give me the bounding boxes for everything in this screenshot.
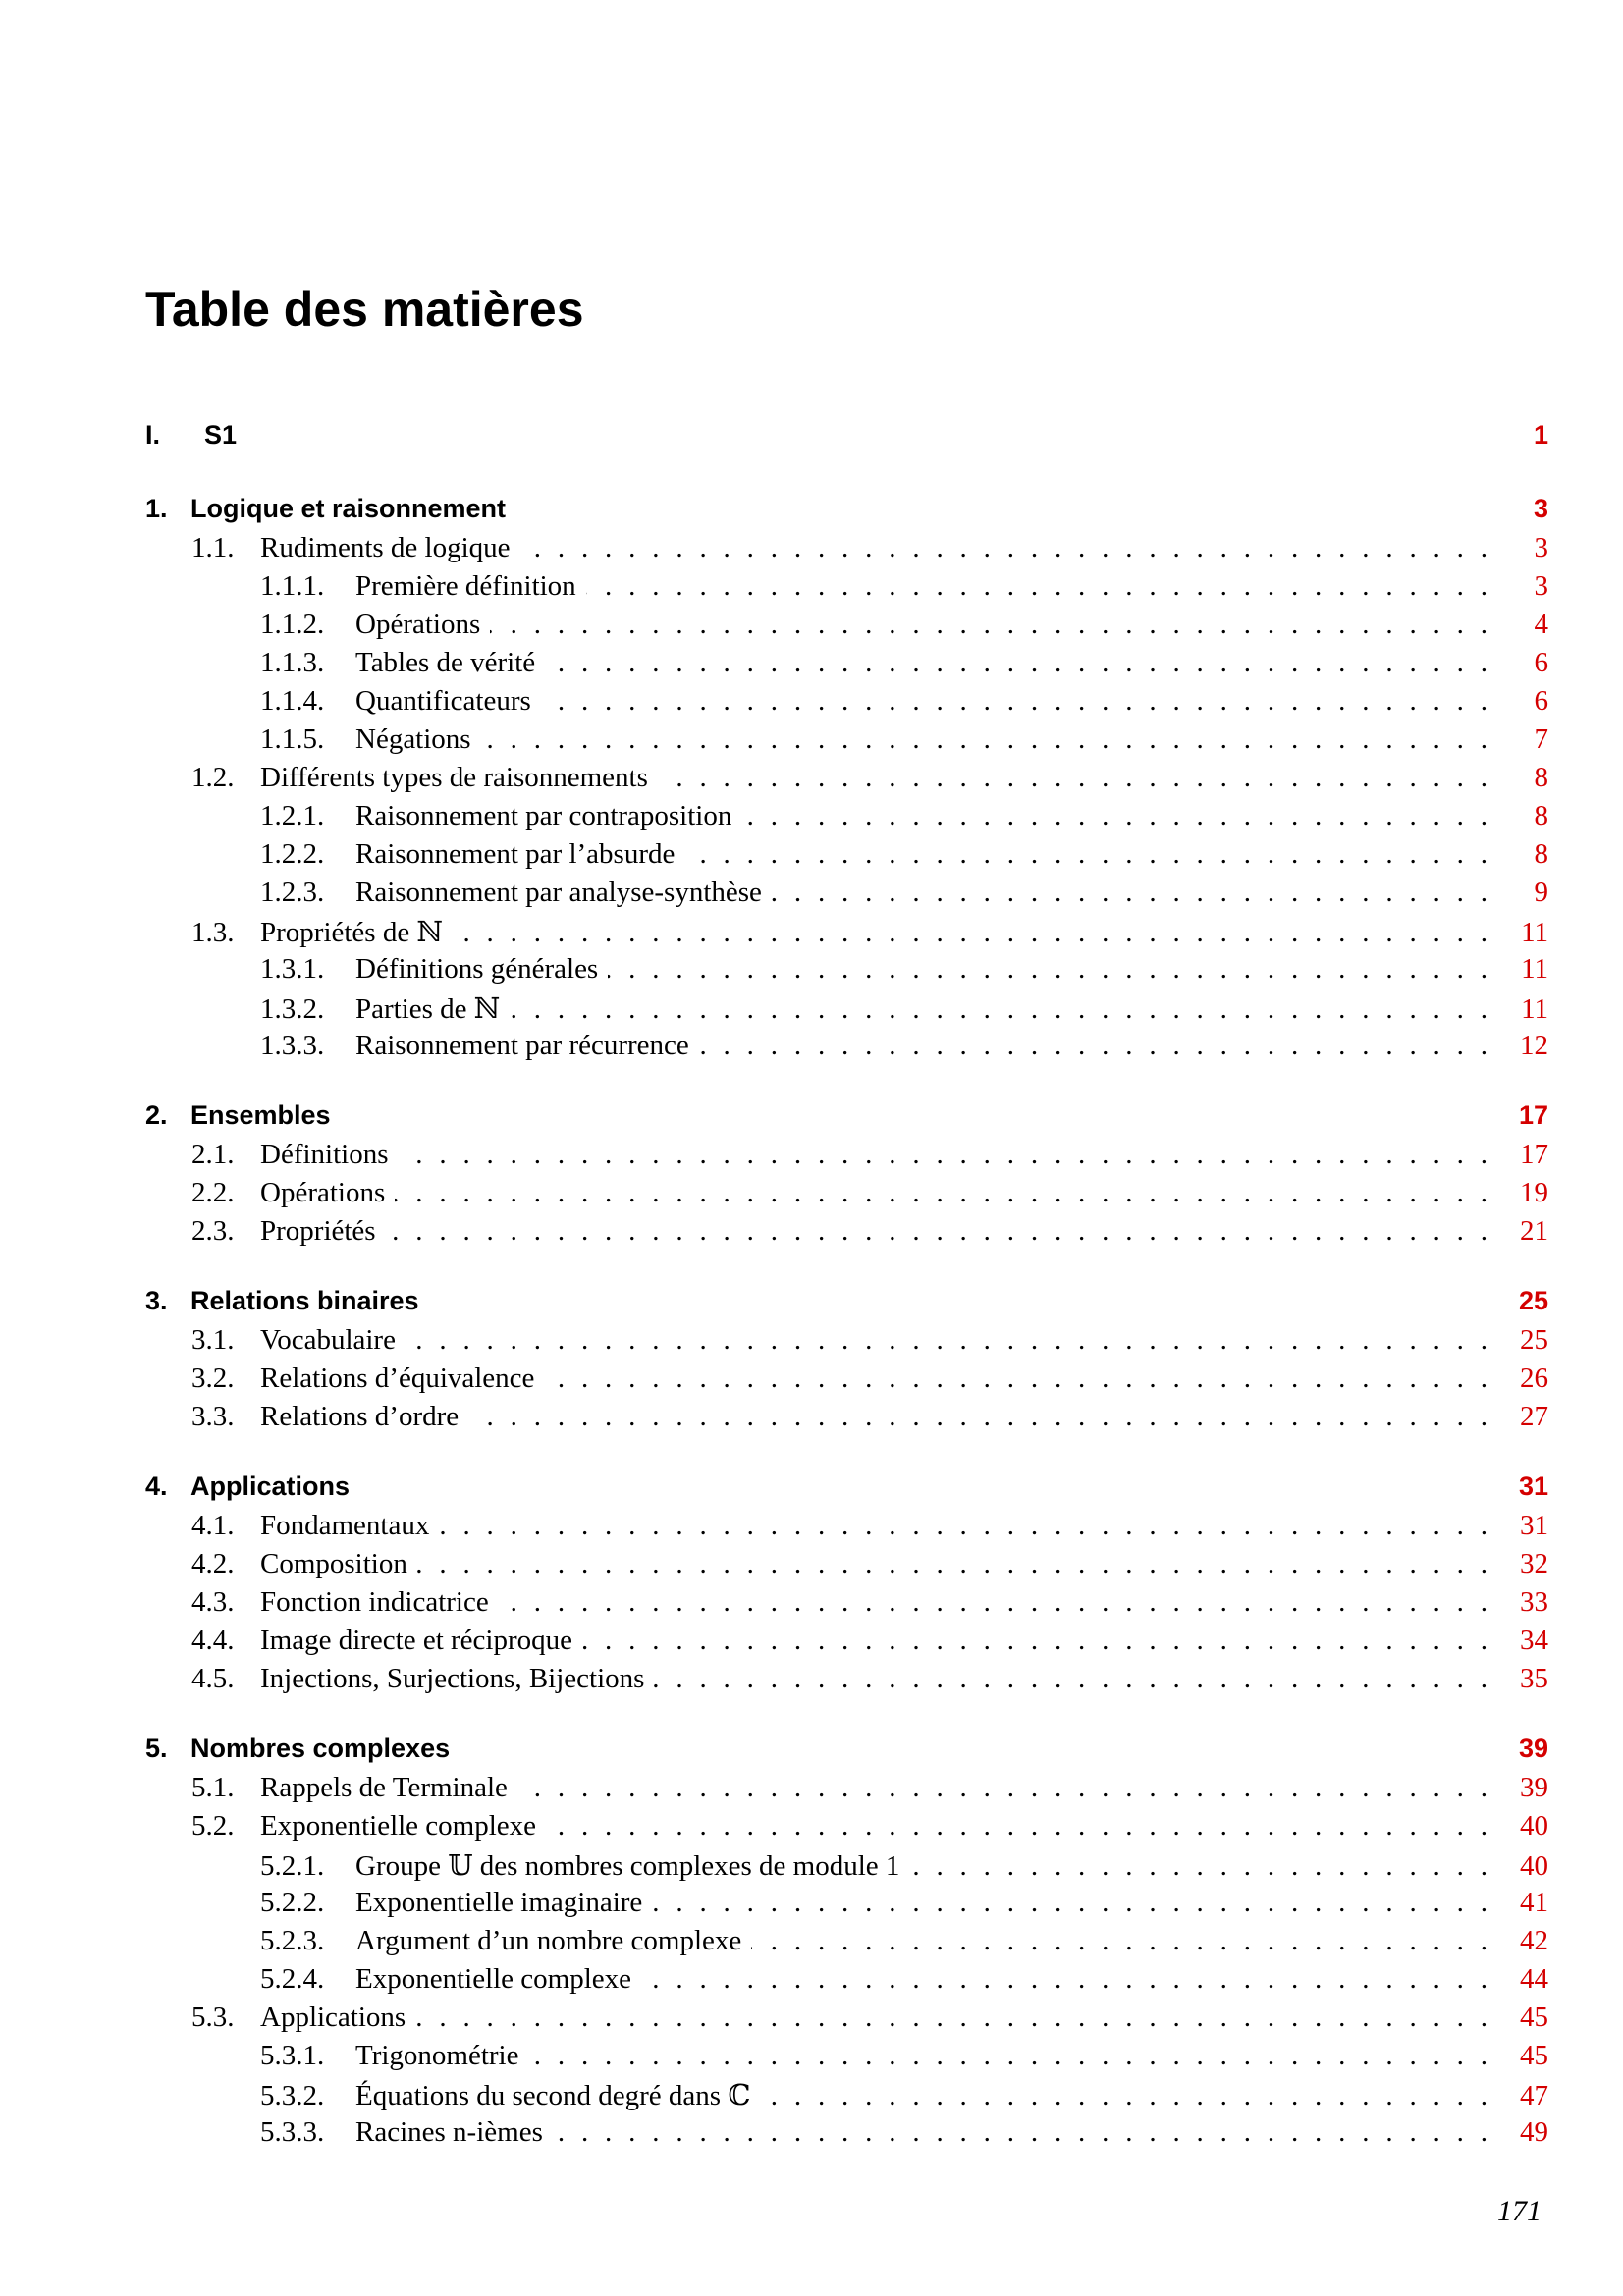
toc-entry-number: 2.2. <box>191 1177 235 1208</box>
toc-entry-label: Opérations <box>260 1177 386 1208</box>
toc-entry-number: 1.3.3. <box>260 1030 325 1061</box>
toc-page-link[interactable]: 6 <box>1534 685 1548 717</box>
toc-entry-number: 4. <box>145 1471 168 1501</box>
toc-page-link[interactable]: 12 <box>1520 1030 1548 1061</box>
toc-page-link[interactable]: 11 <box>1521 917 1548 948</box>
dot-leader <box>406 1324 1509 1357</box>
toc-page-link[interactable]: 41 <box>1520 1887 1548 1918</box>
toc-entry-label: Groupe 𝕌 des nombres complexes de module 1 <box>355 1850 900 1882</box>
toc-entry-label: Vocabulaire <box>260 1324 396 1356</box>
toc-entry-number: 3.3. <box>191 1401 235 1432</box>
toc-page-link[interactable]: 8 <box>1534 762 1548 793</box>
toc-page-link[interactable]: 39 <box>1518 1734 1548 1763</box>
toc-entry-subsection[interactable] <box>260 877 1548 909</box>
toc-entry-number: 5.2.2. <box>260 1887 325 1918</box>
toc-entry-label: Tables de vérité <box>355 647 536 678</box>
toc-page-link[interactable]: 19 <box>1520 1177 1548 1208</box>
toc-entry-number: 1.3.2. <box>260 993 325 1025</box>
toc-page-link[interactable]: 3 <box>1533 494 1548 523</box>
toc-entry-label: S1 <box>204 420 238 450</box>
toc-entry-label: Exponentielle complexe <box>355 1963 632 1995</box>
toc-page-link[interactable]: 34 <box>1520 1625 1548 1656</box>
toc-entry-subsection[interactable] <box>260 2040 1548 2072</box>
toc-entry-number: 5.3. <box>191 2002 235 2033</box>
toc-page-link[interactable]: 6 <box>1534 647 1548 678</box>
toc-entry-number: 5.2.1. <box>260 1850 325 1882</box>
dot-leader <box>608 953 1509 986</box>
toc-entry-number: 1.2.2. <box>260 838 325 870</box>
dot-leader <box>386 1215 1509 1248</box>
dot-leader <box>439 1510 1509 1542</box>
toc-entry-label: Raisonnement par l’absurde <box>355 838 676 870</box>
toc-entry-label: Parties de ℕ <box>355 993 501 1025</box>
toc-entry-section[interactable] <box>191 1625 1548 1657</box>
toc-entry-subsection[interactable] <box>260 1848 1548 1883</box>
toc-page-link[interactable]: 32 <box>1520 1548 1548 1579</box>
toc-page-link[interactable]: 21 <box>1520 1215 1548 1247</box>
toc-entry-subsection[interactable] <box>260 2078 1548 2112</box>
toc-entry-label: Négations <box>355 723 471 755</box>
toc-page-link[interactable]: 31 <box>1520 1510 1548 1541</box>
toc-entry-label: Opérations <box>355 609 481 640</box>
toc-page-link[interactable]: 40 <box>1520 1850 1548 1882</box>
toc-page-link[interactable]: 27 <box>1520 1401 1548 1432</box>
dot-leader <box>453 917 1509 949</box>
toc-entry-label: Propriétés <box>260 1215 376 1247</box>
toc-entry-label: Racines n-ièmes <box>355 2116 543 2148</box>
page-title: Table des matières <box>145 282 584 337</box>
toc-page-link[interactable]: 17 <box>1518 1100 1548 1130</box>
toc-entry-section[interactable] <box>191 1215 1548 1248</box>
toc-entry-subsection[interactable] <box>260 2116 1548 2149</box>
toc-entry-number: 3. <box>145 1286 168 1315</box>
toc-entry-number: 2.1. <box>191 1139 235 1170</box>
dot-leader <box>510 993 1509 1026</box>
toc-entry-number: I. <box>145 420 161 450</box>
toc-entry-subsection[interactable] <box>260 800 1548 832</box>
toc-entry-subsection[interactable] <box>260 1963 1548 1996</box>
toc-entry-section[interactable] <box>191 1324 1548 1357</box>
toc-page-link[interactable]: 25 <box>1518 1286 1548 1315</box>
dot-leader <box>553 2116 1509 2149</box>
dot-leader <box>772 877 1509 909</box>
toc-entry-number: 1.2.1. <box>260 800 325 831</box>
toc-entry-subsection[interactable] <box>260 953 1548 986</box>
toc-page-link[interactable]: 47 <box>1520 2080 1548 2111</box>
toc-entry-section[interactable] <box>191 1663 1548 1695</box>
toc-entry-label: Logique et raisonnement <box>190 494 507 523</box>
dot-leader <box>528 2040 1509 2072</box>
toc-page-link[interactable]: 44 <box>1520 1963 1548 1995</box>
toc-entry-section[interactable] <box>191 762 1548 794</box>
toc-entry-subsection[interactable] <box>260 609 1548 641</box>
toc-entry-subsection[interactable] <box>260 838 1548 871</box>
toc-entry-number: 1.1.5. <box>260 723 325 755</box>
toc-page-link[interactable]: 8 <box>1534 800 1548 831</box>
toc-entry-number: 4.3. <box>191 1586 235 1618</box>
toc-entry-number: 5.2.3. <box>260 1925 325 1956</box>
toc-entry-section[interactable] <box>191 915 1548 949</box>
toc-entry-label: Première définition <box>355 570 576 602</box>
toc-entry-number: 2. <box>145 1100 168 1130</box>
dot-leader <box>417 1548 1509 1580</box>
toc-entry-label: Fondamentaux <box>260 1510 430 1541</box>
toc-entry-label: Image directe et réciproque <box>260 1625 573 1656</box>
toc-entry-label: Exponentielle complexe <box>260 1810 537 1842</box>
toc-entry-label: Applications <box>260 2002 406 2033</box>
toc-entry-label: Raisonnement par contraposition <box>355 800 732 831</box>
toc-entry-chapter[interactable] <box>145 494 1548 524</box>
dot-leader <box>545 647 1509 679</box>
toc-entry-section[interactable] <box>191 1139 1548 1171</box>
toc-entry-label: Raisonnement par récurrence <box>355 1030 689 1061</box>
toc-entry-number: 4.2. <box>191 1548 235 1579</box>
toc-entry-label: Composition <box>260 1548 407 1579</box>
toc-entry-label: Propriétés de ℕ <box>260 917 443 948</box>
toc-entry-number: 5.3.3. <box>260 2116 325 2148</box>
toc-entry-label: Argument d’un nombre complexe <box>355 1925 742 1956</box>
toc-entry-subsection[interactable] <box>260 723 1548 756</box>
toc-entry-number: 5.3.1. <box>260 2040 325 2071</box>
toc-entry-number: 1.2. <box>191 762 235 793</box>
toc-entry-subsection[interactable] <box>260 647 1548 679</box>
toc-entry-label: Équations du second degré dans ℂ <box>355 2080 751 2111</box>
dot-leader <box>499 1586 1509 1619</box>
toc-entry-section[interactable] <box>191 1177 1548 1209</box>
dot-leader <box>541 685 1509 718</box>
toc-page-link[interactable]: 33 <box>1520 1586 1548 1618</box>
toc-entry-chapter[interactable] <box>145 1734 1548 1764</box>
toc-entry-label: Ensembles <box>190 1100 331 1130</box>
toc-page-link[interactable]: 45 <box>1520 2040 1548 2071</box>
toc-entry-label: Rudiments de logique <box>260 532 511 563</box>
dot-leader <box>546 1810 1509 1842</box>
toc-entry-section[interactable] <box>191 1362 1548 1395</box>
dot-leader <box>751 1925 1509 1957</box>
toc-entry-number: 1.1.4. <box>260 685 325 717</box>
toc-page-link[interactable]: 25 <box>1520 1324 1548 1356</box>
toc-entry-section[interactable] <box>191 1772 1548 1804</box>
toc-page-link[interactable]: 7 <box>1534 723 1548 755</box>
dot-leader <box>658 762 1509 794</box>
toc-page-link[interactable]: 42 <box>1520 1925 1548 1956</box>
toc-entry-chapter[interactable] <box>145 1286 1548 1316</box>
toc-entry-number: 1. <box>145 494 168 523</box>
toc-entry-number: 4.4. <box>191 1625 235 1656</box>
toc-entry-label: Nombres complexes <box>190 1734 451 1763</box>
toc-entry-label: Relations d’ordre <box>260 1401 460 1432</box>
toc-page-link[interactable]: 45 <box>1520 2002 1548 2033</box>
toc-entry-section[interactable] <box>191 1810 1548 1842</box>
toc-entry-number: 5.2. <box>191 1810 235 1842</box>
toc-entry-label: Différents types de raisonnements <box>260 762 648 793</box>
toc-entry-label: Définitions générales <box>355 953 599 985</box>
toc-entry-label: Injections, Surjections, Bijections <box>260 1663 645 1694</box>
dot-leader <box>586 570 1509 603</box>
dot-leader <box>481 723 1509 756</box>
toc-entry-number: 3.2. <box>191 1362 235 1394</box>
toc-entry-section[interactable] <box>191 1586 1548 1619</box>
toc-entry-subsection[interactable] <box>260 685 1548 718</box>
toc-entry-number: 3.1. <box>191 1324 235 1356</box>
toc-entry-section[interactable] <box>191 2002 1548 2034</box>
dot-leader <box>395 1177 1509 1209</box>
toc-entry-subsection[interactable] <box>260 1925 1548 1957</box>
dot-leader <box>699 1030 1509 1062</box>
toc-entry-subsection[interactable] <box>260 991 1548 1026</box>
toc-page-link[interactable]: 11 <box>1521 953 1548 985</box>
toc-page-link[interactable]: 35 <box>1520 1663 1548 1694</box>
dot-leader <box>741 800 1509 832</box>
dot-leader <box>909 1850 1509 1883</box>
toc-page-link[interactable]: 39 <box>1520 1772 1548 1803</box>
toc-entry-chapter[interactable] <box>145 1100 1548 1131</box>
toc-entry-subsection[interactable] <box>260 1887 1548 1919</box>
toc-page-link[interactable]: 31 <box>1518 1471 1548 1501</box>
toc-entry-number: 2.3. <box>191 1215 235 1247</box>
dot-leader <box>582 1625 1509 1657</box>
toc-entry-subsection[interactable] <box>260 1030 1548 1062</box>
toc-entry-section[interactable] <box>191 532 1548 564</box>
toc-entry-number: 5.3.2. <box>260 2080 325 2111</box>
dot-leader <box>652 1887 1509 1919</box>
toc-entry-label: Trigonométrie <box>355 2040 519 2071</box>
toc-entry-number: 1.1. <box>191 532 235 563</box>
toc-entry-label: Exponentielle imaginaire <box>355 1887 643 1918</box>
toc-page-link[interactable]: 4 <box>1534 609 1548 640</box>
toc-page-link[interactable]: 9 <box>1534 877 1548 908</box>
toc-entry-number: 5. <box>145 1734 168 1763</box>
toc-entry-number: 1.1.1. <box>260 570 325 602</box>
toc-entry-label: Relations d’équivalence <box>260 1362 535 1394</box>
dot-leader <box>399 1139 1510 1171</box>
toc-entry-chapter[interactable] <box>145 1471 1548 1502</box>
toc-entry-subsection[interactable] <box>260 570 1548 603</box>
toc-entry-number: 1.3. <box>191 917 235 948</box>
dot-leader <box>760 2080 1509 2112</box>
toc-entry-label: Relations binaires <box>190 1286 419 1315</box>
toc-entry-section[interactable] <box>191 1401 1548 1433</box>
toc-entry-number: 5.1. <box>191 1772 235 1803</box>
toc-page-link[interactable]: 40 <box>1520 1810 1548 1842</box>
toc-page-link[interactable]: 8 <box>1534 838 1548 870</box>
dot-leader <box>415 2002 1509 2034</box>
dot-leader <box>520 532 1509 564</box>
toc-page-link[interactable]: 49 <box>1520 2116 1548 2148</box>
dot-leader <box>490 609 1509 641</box>
toc-page-link[interactable]: 1 <box>1533 420 1548 450</box>
dot-leader <box>684 838 1509 871</box>
dot-leader <box>517 1772 1509 1804</box>
toc-entry-number: 1.1.3. <box>260 647 325 678</box>
dot-leader <box>654 1663 1509 1695</box>
toc-entry-number: 1.2.3. <box>260 877 325 908</box>
toc-entry-number: 4.5. <box>191 1663 235 1694</box>
toc-page-link[interactable]: 11 <box>1521 993 1548 1025</box>
page-number: 171 <box>1497 2195 1542 2227</box>
toc-entry-section[interactable] <box>191 1510 1548 1542</box>
toc-entry-label: Définitions <box>260 1139 389 1170</box>
toc-entry-number: 1.3.1. <box>260 953 325 985</box>
toc-page-link[interactable]: 26 <box>1520 1362 1548 1394</box>
toc-entry-label: Quantificateurs <box>355 685 531 717</box>
toc-entry-number: 1.1.2. <box>260 609 325 640</box>
toc-entry-section[interactable] <box>191 1548 1548 1580</box>
toc-page-link[interactable]: 17 <box>1520 1139 1548 1170</box>
toc-page-link[interactable]: 3 <box>1534 570 1548 602</box>
toc-entry-label: Raisonnement par analyse-synthèse <box>355 877 762 908</box>
dot-leader <box>468 1401 1509 1433</box>
dot-leader <box>544 1362 1509 1395</box>
toc-entry-label: Applications <box>190 1471 351 1501</box>
toc-entry-number: 4.1. <box>191 1510 235 1541</box>
toc-entry-label: Fonction indicatrice <box>260 1586 489 1618</box>
toc-entry-part[interactable] <box>145 420 1548 451</box>
toc-entry-number: 5.2.4. <box>260 1963 325 1995</box>
dot-leader <box>641 1963 1509 1996</box>
toc-page-link[interactable]: 3 <box>1534 532 1548 563</box>
toc-entry-label: Rappels de Terminale <box>260 1772 508 1803</box>
